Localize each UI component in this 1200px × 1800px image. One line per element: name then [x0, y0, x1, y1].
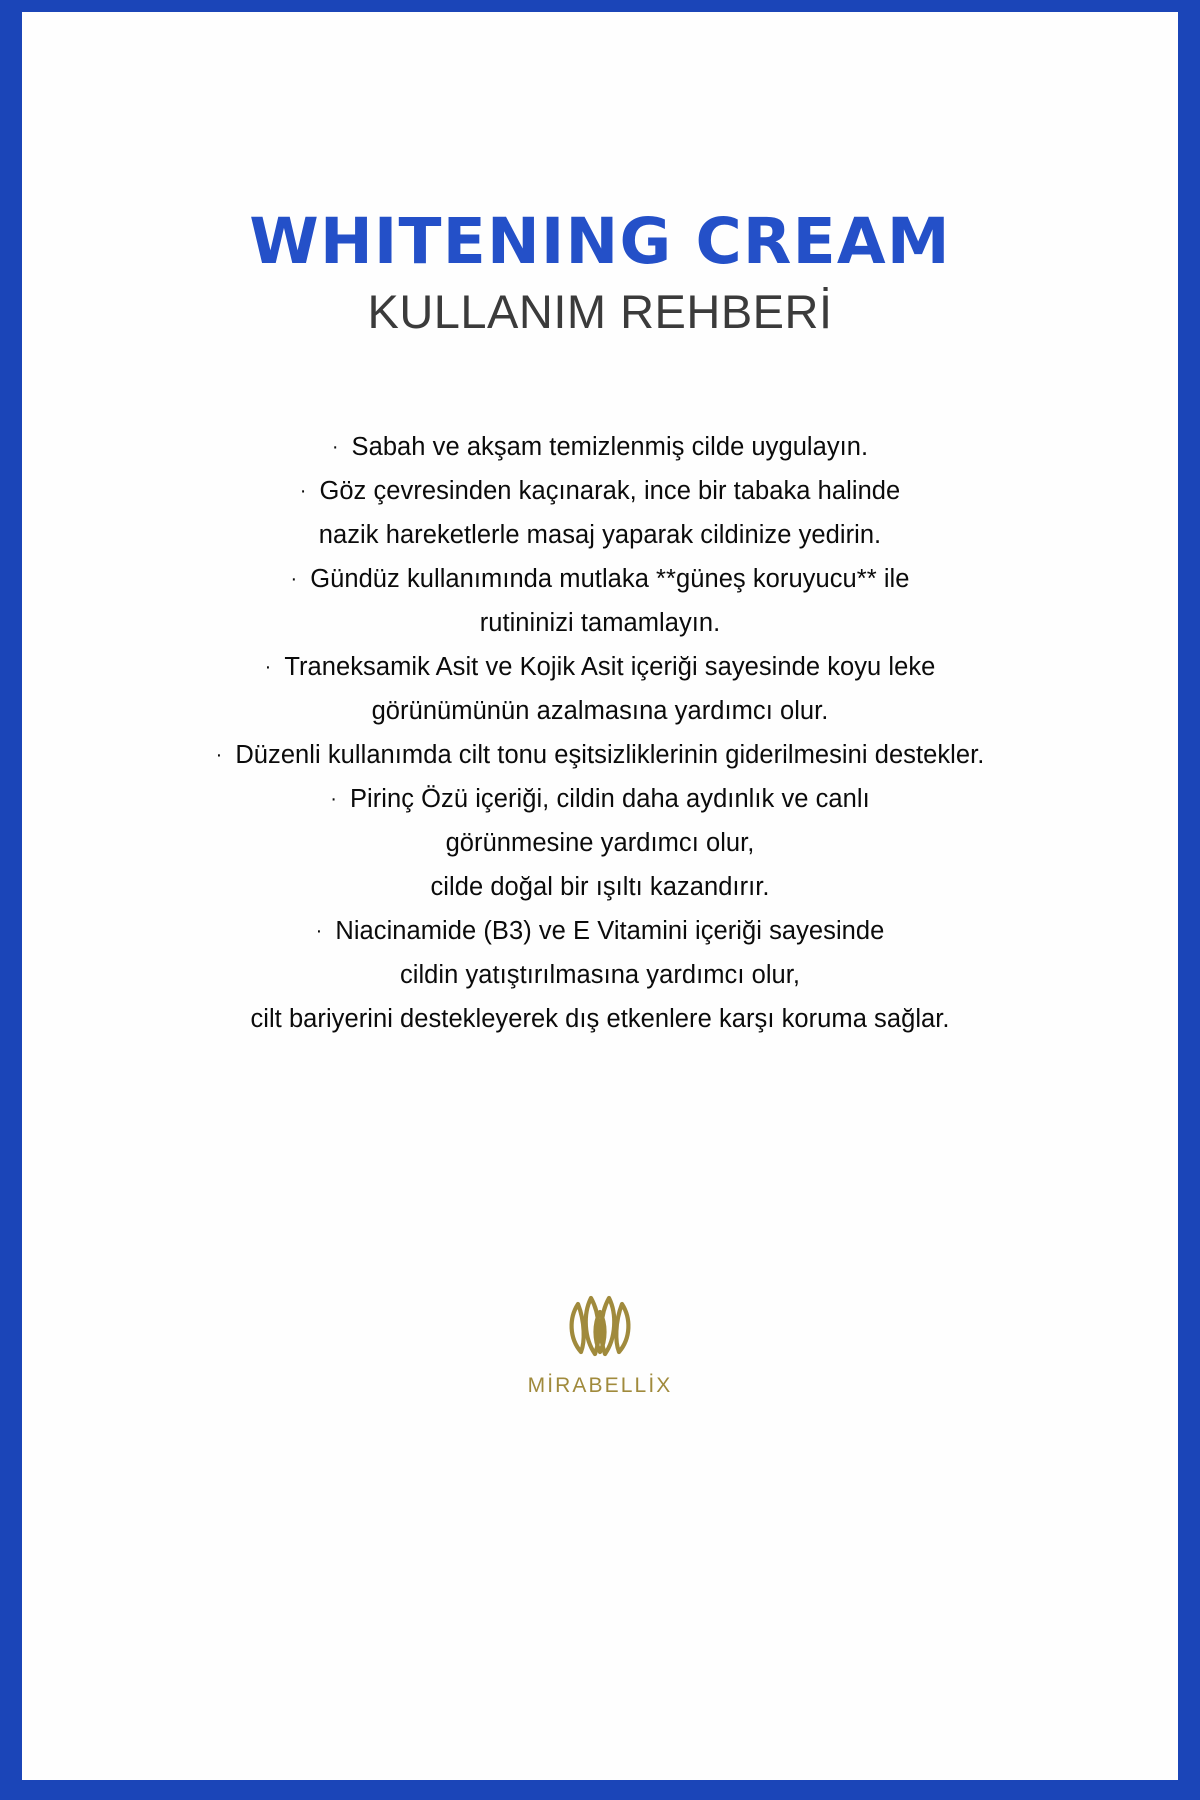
- instruction-text: cilde doğal bir ışıltı kazandırır.: [430, 872, 770, 901]
- instruction-text: Niacinamide (B3) ve E Vitamini içeriği sayesinde: [335, 916, 885, 945]
- instruction-text: nazik hareketlerle masaj yaparak cildinize yedirin.: [318, 520, 882, 549]
- lotus-flower-icon: [561, 1282, 639, 1368]
- instruction-continuation-line: [80, 953, 1120, 997]
- page-title: WHITENING CREAM: [249, 205, 951, 278]
- instruction-continuation-line: [80, 997, 1120, 1041]
- instruction-text: Pirinç Özü içeriği, cildin daha aydınlık ve canlı: [349, 784, 870, 813]
- instruction-bullet-line: [80, 557, 1120, 601]
- bullet-icon: ·: [315, 919, 323, 942]
- instruction-text: Sabah ve akşam temizlenmiş cilde uygulayın.: [351, 432, 869, 461]
- instruction-continuation-line: [80, 865, 1120, 909]
- bullet-icon: ·: [290, 567, 298, 590]
- instruction-text: görünümünün azalmasına yardımcı olur.: [371, 696, 829, 725]
- instruction-continuation-line: [80, 601, 1120, 645]
- instruction-bullet-line: [80, 909, 1120, 953]
- instruction-bullet-line: [80, 733, 1120, 777]
- instruction-text: Düzenli kullanımda cilt tonu eşitsizliklerinin giderilmesini destekler.: [235, 740, 985, 769]
- instruction-continuation-line: [80, 821, 1120, 865]
- bullet-icon: ·: [215, 743, 223, 766]
- instruction-bullet-line: [80, 469, 1120, 513]
- instruction-text: Göz çevresinden kaçınarak, ince bir tabaka halinde: [319, 476, 901, 505]
- instruction-text: cilt bariyerini destekleyerek dış etkenlere karşı koruma sağlar.: [250, 1004, 950, 1033]
- instructions-list: [80, 425, 1120, 1041]
- instruction-bullet-line: [80, 777, 1120, 821]
- instruction-bullet-line: [80, 645, 1120, 689]
- instruction-continuation-line: [80, 513, 1120, 557]
- bullet-icon: ·: [264, 655, 272, 678]
- instruction-text: Traneksamik Asit ve Kojik Asit içeriği sayesinde koyu leke: [284, 652, 936, 681]
- instruction-text: Gündüz kullanımında mutlaka **güneş koruyucu** ile: [310, 564, 910, 593]
- page-subtitle: KULLANIM REHBERİ: [367, 285, 833, 339]
- instruction-text: görünmesine yardımcı olur,: [445, 828, 755, 857]
- header: [22, 205, 1178, 341]
- instruction-bullet-line: [80, 425, 1120, 469]
- bullet-icon: ·: [331, 435, 339, 458]
- bullet-icon: ·: [299, 479, 307, 502]
- bullet-icon: ·: [330, 787, 337, 810]
- brand-logo: [22, 1282, 1178, 1398]
- instruction-text: rutininizi tamamlayın.: [479, 608, 721, 637]
- instruction-text: cildin yatıştırılmasına yardımcı olur,: [399, 960, 801, 989]
- poster-page: [22, 12, 1178, 1780]
- instruction-continuation-line: [80, 689, 1120, 733]
- brand-name: MİRABELLİX: [527, 1374, 673, 1397]
